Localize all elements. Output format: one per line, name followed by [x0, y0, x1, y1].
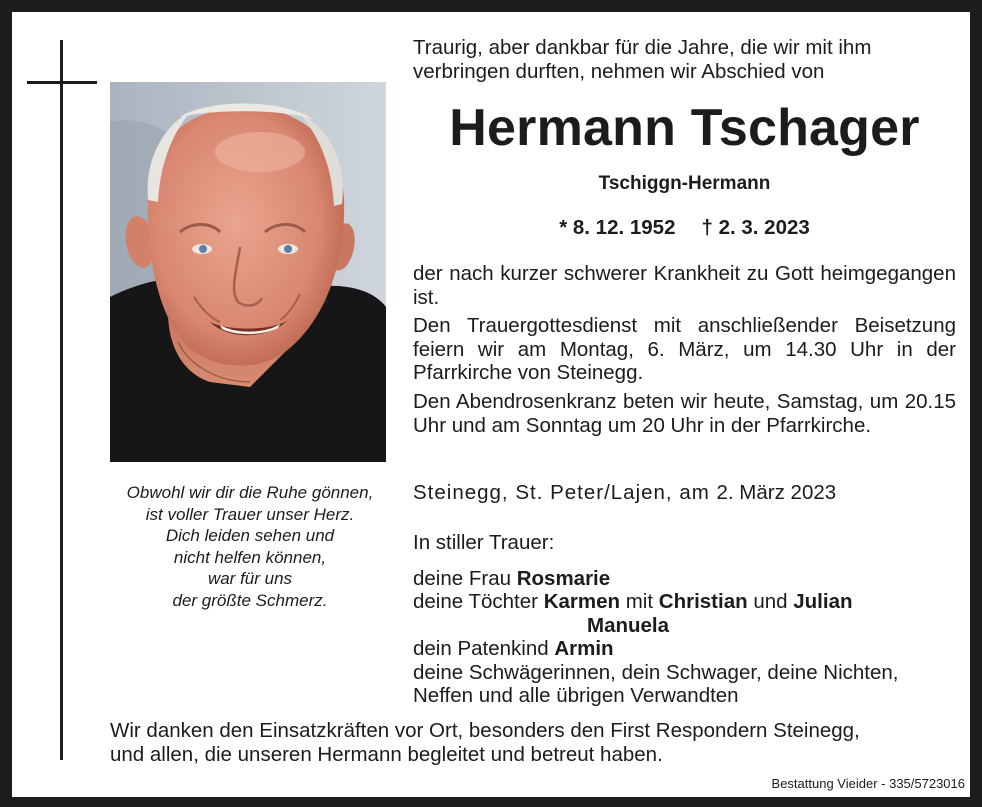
memorial-verse	[86, 482, 414, 612]
verse-line: Obwohl wir dir die Ruhe gönnen,	[126, 483, 374, 502]
verse-line: nicht helfen können,	[173, 547, 327, 567]
mourner-name: Armin	[554, 637, 614, 660]
mourner-name: Karmen	[543, 590, 621, 613]
birth-date: * 8. 12. 1952	[559, 216, 676, 239]
mourner-name: Rosmarie	[516, 566, 611, 590]
mourner-name: Christian	[658, 590, 748, 613]
paragraph-funeral: Den Trauergottesdienst mit anschließender Beisetzung feiern wir am Montag, 6. März, um 14.30 Uhr in der Pfarrkirche von Steinegg.	[413, 314, 956, 384]
verse-line: ist voller Trauer unser Herz.	[145, 504, 355, 524]
mourner-line-wife	[413, 567, 956, 591]
mourner-line-relatives: deine Schwägerinnen, dein Schwager, deine Nichten,	[413, 660, 899, 684]
cross-icon-bar	[27, 81, 97, 84]
mourner-prefix: deine Töchter	[413, 590, 538, 613]
funeral-home-credit: Bestattung Vieider - 335/5723016	[771, 776, 965, 791]
mourner-line-godchild	[413, 637, 956, 661]
deceased-name: Hermann Tschager	[449, 99, 920, 157]
nickname: Tschiggn-Hermann	[598, 173, 771, 194]
mourner-joiner: und	[753, 590, 788, 613]
mourners-list	[413, 531, 956, 708]
verse-line: Dich leiden sehen und	[165, 526, 335, 546]
notice-date: 2. März 2023	[716, 481, 837, 504]
intro-line: Traurig, aber dankbar für die Jahre, die wir mit ihm	[413, 36, 872, 59]
mourner-prefix: dein Patenkind	[413, 637, 549, 660]
mourner-joiner: mit	[625, 590, 654, 613]
mourner-line-daughters	[413, 590, 956, 614]
death-date: † 2. 3. 2023	[701, 216, 810, 239]
thanks-line: und allen, die unseren Hermann begleitet und betreut haben.	[110, 742, 663, 766]
mourner-line-daughter-2	[413, 614, 956, 638]
verse-line: der größte Schmerz.	[172, 590, 328, 610]
intro-text	[413, 36, 956, 83]
verse-line: war für uns	[207, 569, 293, 589]
mourners-heading: In stiller Trauer:	[413, 531, 555, 554]
intro-line: verbringen durften, nehmen wir Abschied von	[413, 59, 825, 83]
mourner-name: Julian	[793, 590, 853, 613]
paragraph-passing: der nach kurzer schwerer Krankheit zu Gott heimgegangen ist.	[413, 262, 956, 309]
life-dates	[413, 216, 956, 240]
cross-icon	[60, 40, 63, 760]
thanks-line: Wir danken den Einsatzkräften vor Ort, besonders den First Respondern Steinegg,	[110, 719, 860, 742]
paragraph-rosary: Den Abendrosenkranz beten wir heute, Samstag, um 20.15 Uhr und am Sonntag um 20 Uhr in der Pfarrkirche.	[413, 390, 956, 437]
portrait-photo	[110, 82, 386, 462]
place-and-date	[413, 481, 956, 505]
mourner-line-relatives: Neffen und alle übrigen Verwandten	[413, 684, 739, 707]
place: Steinegg, St. Peter/Lajen, am	[413, 481, 710, 504]
thanks-text	[110, 719, 960, 766]
mourner-prefix: deine Frau	[413, 566, 512, 590]
mourner-name: Manuela	[587, 613, 670, 637]
